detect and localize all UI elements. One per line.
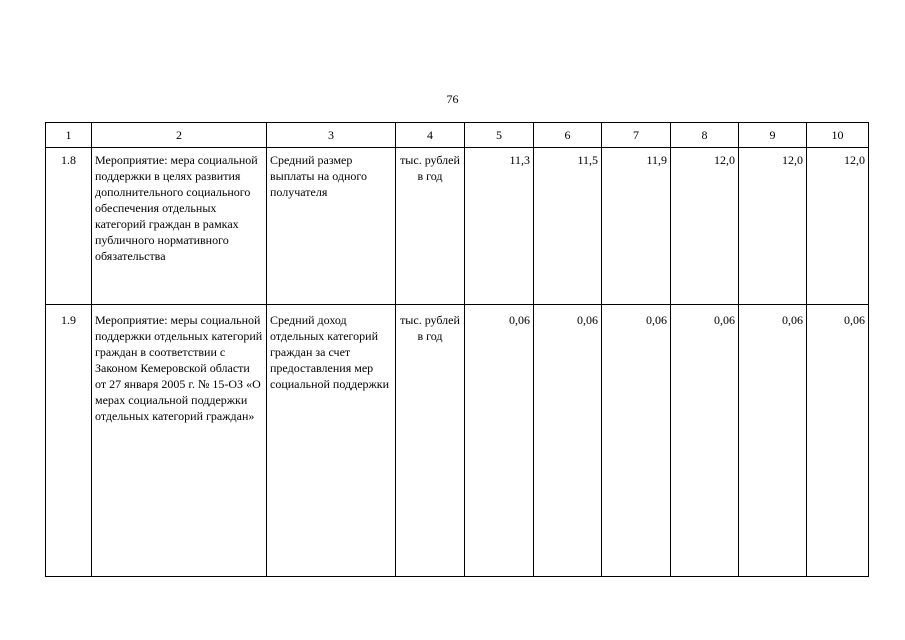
value-cell: 12,0: [671, 148, 739, 305]
value-cell: 0,06: [671, 305, 739, 577]
value-cell: 11,3: [465, 148, 534, 305]
row-number: 1.8: [46, 148, 92, 305]
indicators-table: [45, 122, 869, 577]
measure-cell: Мероприятие: мера социальной поддержки в целях развития дополнительного социального обеспечения отдельных категорий граждан в рамках публичного нормативного обязательства: [92, 148, 267, 305]
value-cell: 0,06: [739, 305, 807, 577]
column-header: 9: [739, 123, 807, 148]
column-header: 5: [465, 123, 534, 148]
row-number: 1.9: [46, 305, 92, 577]
value-cell: 12,0: [807, 148, 869, 305]
value-cell: 11,9: [602, 148, 671, 305]
column-header: 7: [602, 123, 671, 148]
measure-cell: Мероприятие: меры социальной поддержки отдельных категорий граждан в соответствии с Законом Кемеровской области от 27 января 2005 г. № 15-ОЗ «О мерах социальной поддержки отдельных категорий граждан»: [92, 305, 267, 577]
column-header: 10: [807, 123, 869, 148]
indicator-cell: Средний доход отдельных категорий граждан за счет предоставления мер социальной поддержки: [267, 305, 396, 577]
value-cell: 0,06: [534, 305, 602, 577]
unit-cell: тыс. рублей в год: [396, 148, 465, 305]
table-row: [46, 305, 869, 577]
column-header: 6: [534, 123, 602, 148]
value-cell: 0,06: [807, 305, 869, 577]
unit-cell: тыс. рублей в год: [396, 305, 465, 577]
column-header: 3: [267, 123, 396, 148]
column-header: 4: [396, 123, 465, 148]
value-cell: 12,0: [739, 148, 807, 305]
table-row: [46, 148, 869, 305]
column-number-row: [46, 123, 869, 148]
value-cell: 0,06: [602, 305, 671, 577]
value-cell: 11,5: [534, 148, 602, 305]
column-header: 8: [671, 123, 739, 148]
page-number: 76: [446, 92, 459, 106]
column-header: 2: [92, 123, 267, 148]
column-header: 1: [46, 123, 92, 148]
indicator-cell: Средний размер выплаты на одного получателя: [267, 148, 396, 305]
value-cell: 0,06: [465, 305, 534, 577]
